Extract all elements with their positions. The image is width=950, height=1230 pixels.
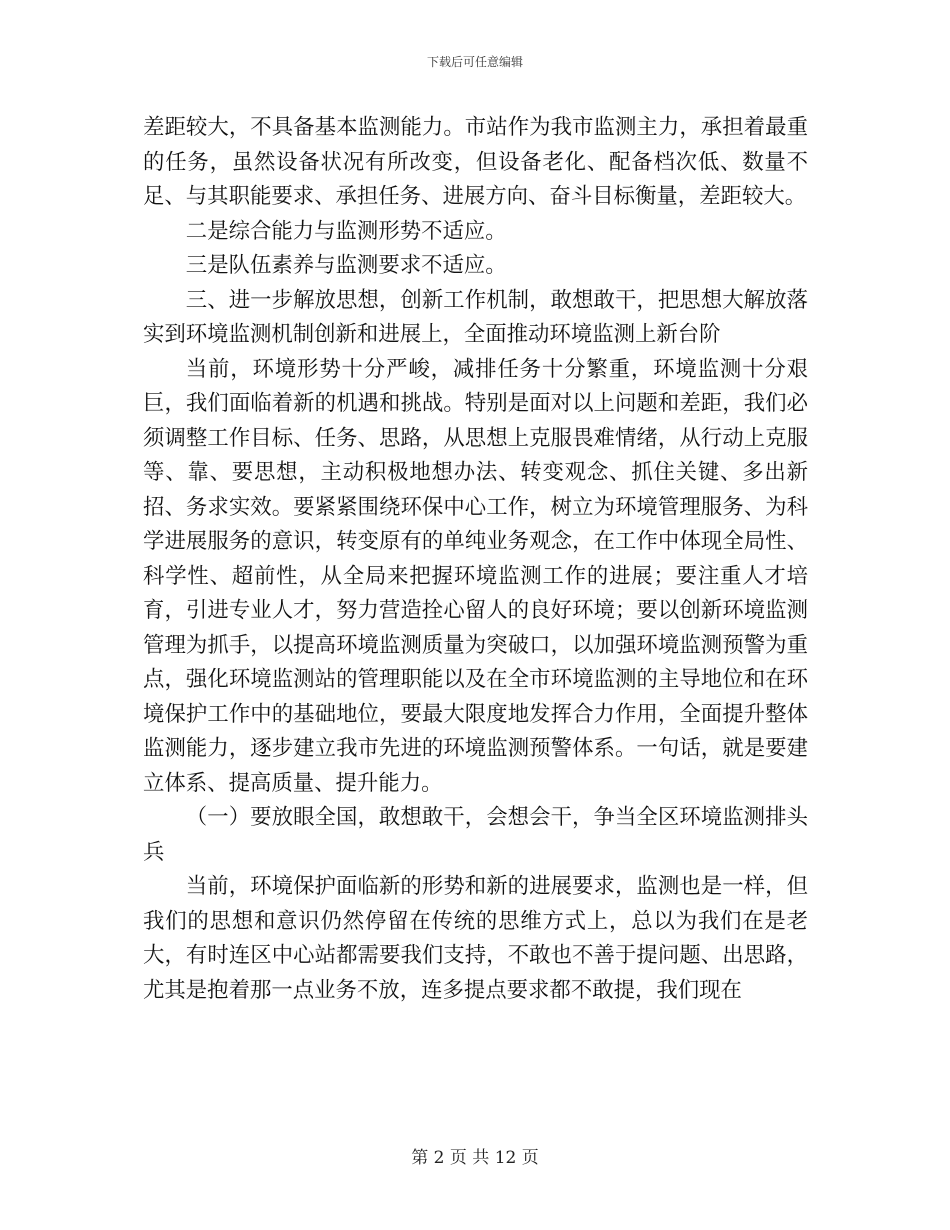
subsection-heading-one: （一）要放眼全国，敢想敢干，会想会干，争当全区环境监测排头兵 (143, 805, 808, 865)
document-body (143, 111, 808, 1008)
paragraph-continuation: 差距较大，不具备基本监测能力。市站作为我市监测主力，承担着最重的任务，虽然设备状况有所改变，但设备老化、配备档次低、数量不足、与其职能要求、承担任务、进展方向、奋斗目标衡量，差距较大。 (143, 115, 808, 209)
paragraph-current-situation: 当前，环境形势十分严峻，减排任务十分繁重，环境监测十分艰巨，我们面临着新的机遇和挑战。特别是面对以上问题和差距，我们必须调整工作目标、任务、思路，从思想上克服畏难情绪，从行动上克服等、靠、要思想，主动积极地想办法、转变观念、抓住关键、多出新招、务求实效。要紧紧围绕环保中心工作，树立为环境管理服务、为科学进展服务的意识，转变原有的单纯业务观念，在工作中体现全局性、科学性、超前性，从全局来把握环境监测工作的进展；要注重人才培育，引进专业人才，努力营造拴心留人的良好环境；要以创新环境监测管理为抓手，以提高环境监测质量为突破口，以加强环境监测预警为重点，强化环境监测站的管理职能以及在全市环境监测的主导地位和在环境保护工作中的基础地位，要最大限度地发挥合力作用，全面提升整体监测能力，逐步建立我市先进的环境监测预警体系。一句话，就是要建立体系、提高质量、提升能力。 (143, 356, 808, 796)
page-header: 下载后可任意编辑 (426, 55, 523, 69)
paragraph-new-situation: 当前，环境保护面临新的形势和新的进展要求，监测也是一样，但我们的思想和意识仍然停留在传统的思维方式上，总以为我们在是老大，有时连区中心站都需要我们支持，不敢也不善于提问题、出思路，尤其是抱着那一点业务不放，连多提点要求都不敢提，我们现在 (143, 874, 808, 1003)
page-number: 第 2 页 共 12 页 (411, 1148, 539, 1168)
section-heading-three: 三、进一步解放思想，创新工作机制，敢想敢干，把思想大解放落实到环境监测机制创新和进展上，全面推动环境监测上新台阶 (143, 287, 808, 347)
paragraph-point-three: 三是队伍素养与监测要求不适应。 (185, 253, 507, 278)
paragraph-point-two: 二是综合能力与监测形势不适应。 (185, 218, 507, 244)
